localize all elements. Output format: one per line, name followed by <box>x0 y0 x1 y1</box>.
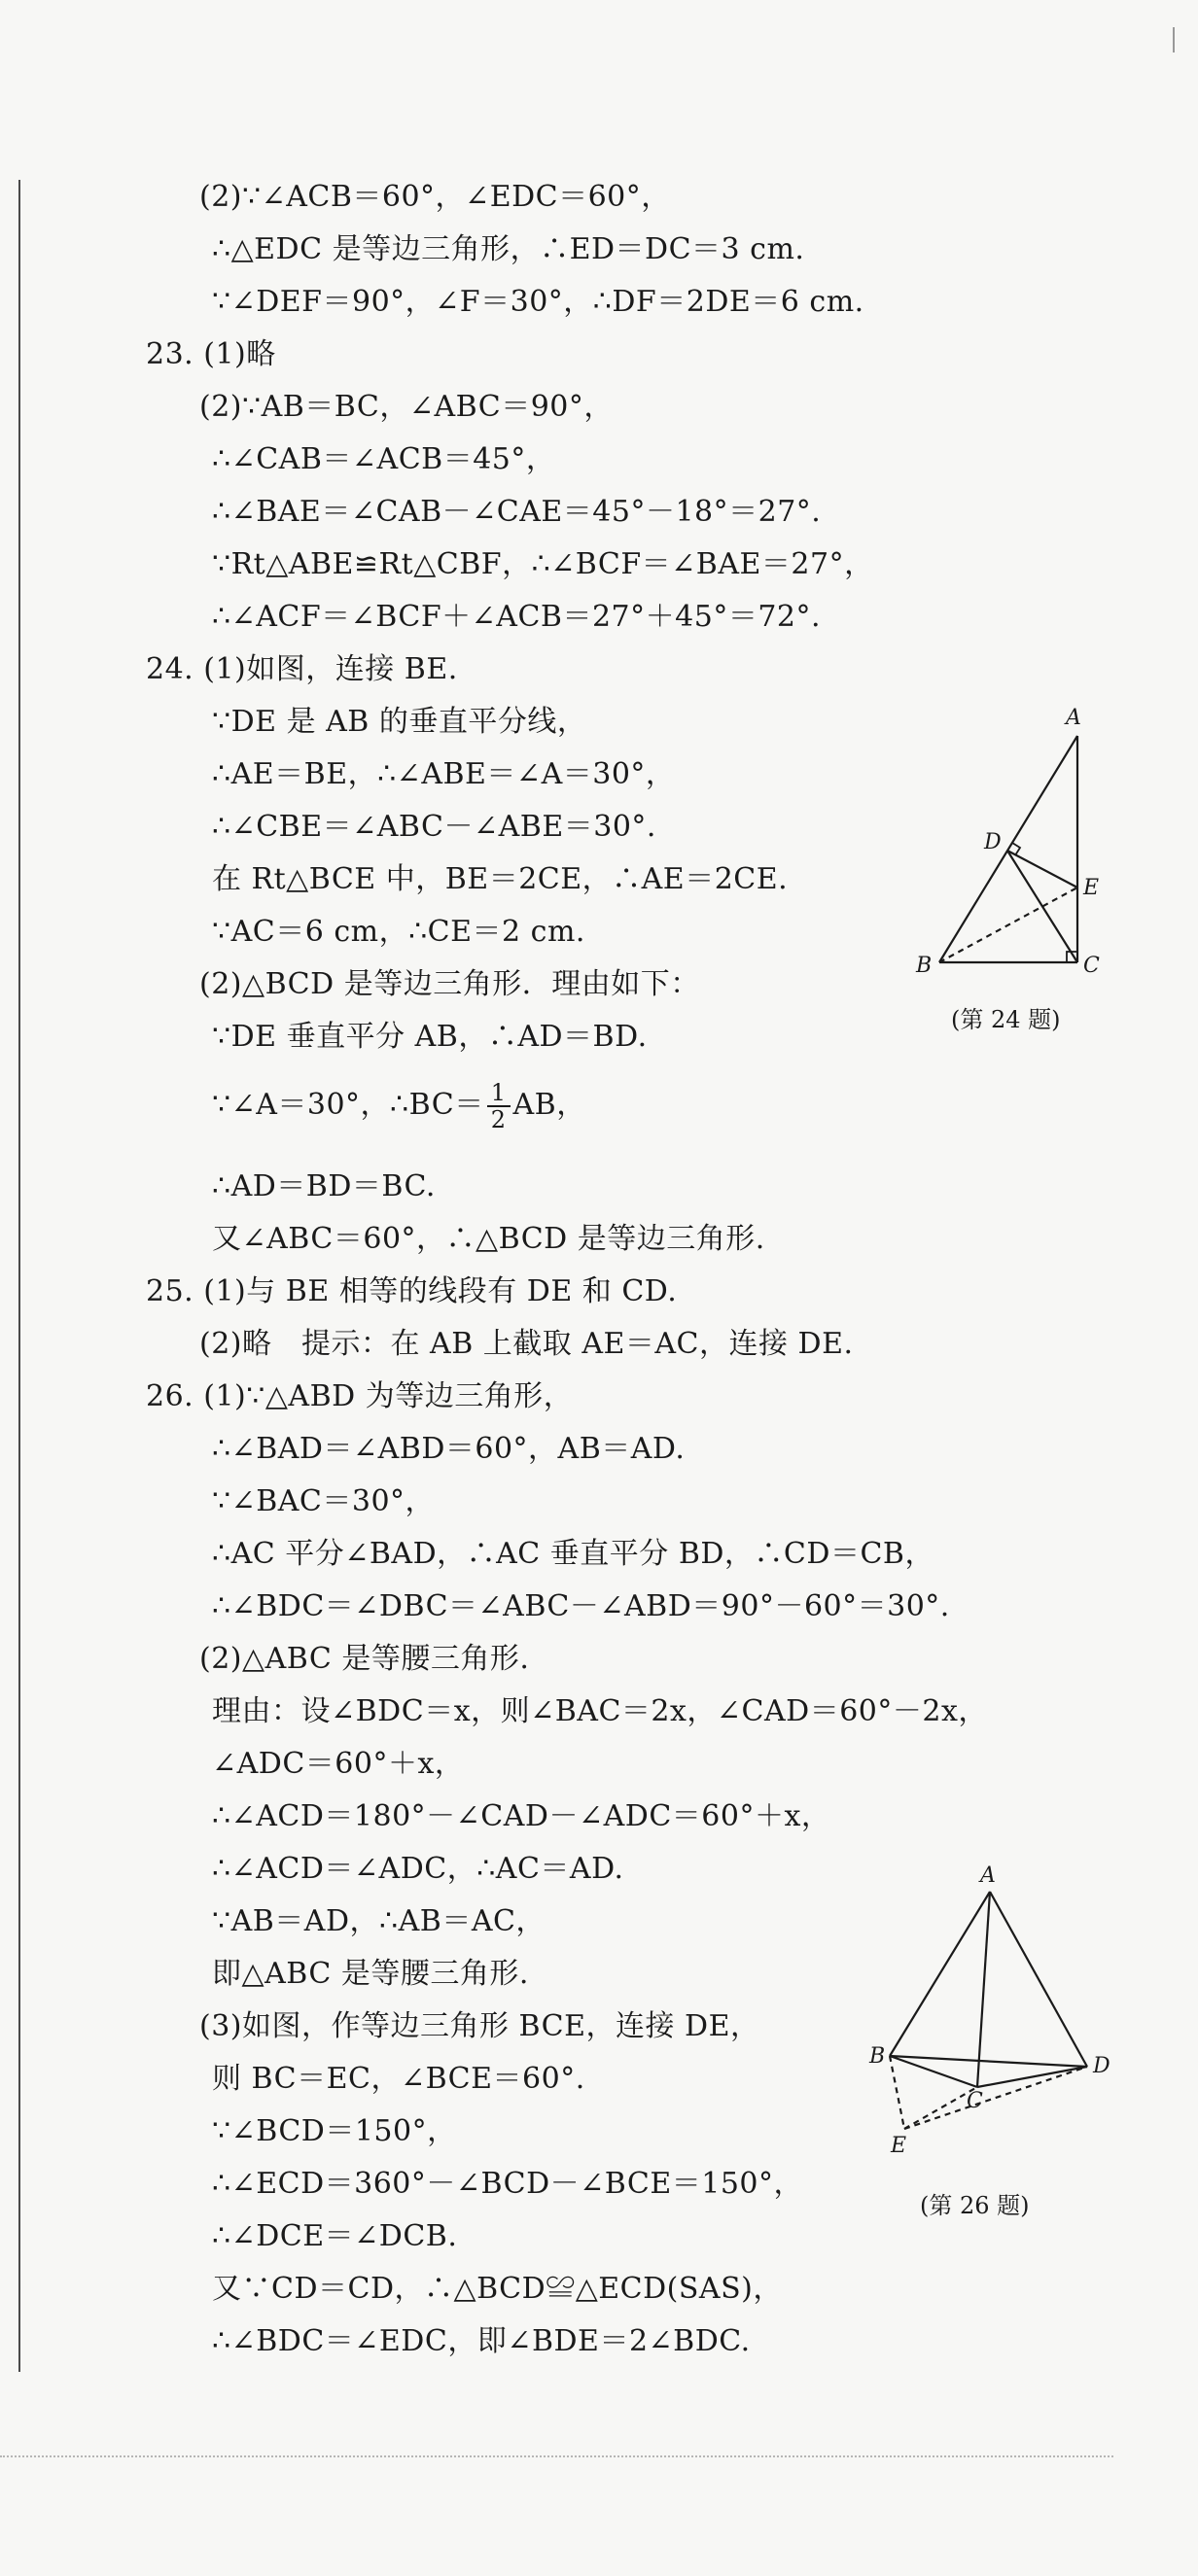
label-d: D <box>984 830 1002 854</box>
text-line: ∴∠BAE＝∠CAB－∠CAE＝45°－18°＝27°. <box>212 495 822 529</box>
text-line: 在 Rt△BCE 中，BE＝2CE，∴AE＝2CE. <box>212 862 789 896</box>
fraction-line <box>212 1079 586 1132</box>
text-line: ∴AE＝BE，∴∠ABE＝∠A＝30°， <box>212 757 676 791</box>
label-b: B <box>869 2044 886 2069</box>
figure-26-caption: (第 26 题) <box>920 2192 1030 2219</box>
text-line: ∵Rt△ABE≌Rt△CBF，∴∠BCF＝∠BAE＝27°， <box>212 547 874 581</box>
text-line: ∵∠BCD＝150°， <box>212 2114 457 2148</box>
segment-dc <box>1007 851 1077 962</box>
text-line: ∴AD＝BD＝BC. <box>212 1169 436 1203</box>
text-line: 即△ABC 是等腰三角形. <box>212 1957 529 1991</box>
fraction-numerator: 1 <box>487 1080 511 1107</box>
fraction-denominator: 2 <box>490 1106 507 1133</box>
text-line: ∴∠CAB＝∠ACB＝45°， <box>212 442 556 476</box>
text-line: ∵∠BAC＝30°， <box>212 1484 436 1518</box>
text-line: ∴∠ECD＝360°－∠BCD－∠BCE＝150°， <box>212 2167 803 2201</box>
segment-cd <box>977 2067 1087 2087</box>
figure-24-diagram <box>904 702 1128 984</box>
segment-bd <box>890 2056 1087 2067</box>
text-line: ∵AC＝6 cm，∴CE＝2 cm. <box>212 915 585 949</box>
figure-24-caption: (第 24 题) <box>951 1006 1061 1033</box>
text-line: ∵AB＝AD，∴AB＝AC， <box>212 1904 546 1938</box>
left-margin-rule <box>18 180 20 2372</box>
segment-ad <box>990 1892 1087 2067</box>
figure-26-diagram <box>856 1852 1138 2163</box>
text-line: (2)∵∠ACB＝60°，∠EDC＝60°， <box>199 180 671 214</box>
fraction-one-half <box>487 1080 511 1132</box>
label-e: E <box>891 2134 907 2158</box>
text-line: (3)如图，作等边三角形 BCE，连接 DE， <box>199 2009 760 2043</box>
text-line: 25. (1)与 BE 相等的线段有 DE 和 CD. <box>146 1274 678 1308</box>
label-a: A <box>1066 706 1081 730</box>
text-line: 则 BC＝EC，∠BCE＝60°. <box>212 2062 585 2096</box>
text-line: ∴∠BDC＝∠DBC＝∠ABC－∠ABD＝90°－60°＝30°. <box>212 1589 950 1623</box>
text-line: ∴∠BAD＝∠ABD＝60°，AB＝AD. <box>212 1432 686 1466</box>
text-line: (2)略 提示：在 AB 上截取 AE＝AC，连接 DE. <box>199 1327 854 1361</box>
segment-ac <box>977 1892 990 2087</box>
text-line: ∴AC 平分∠BAD，∴AC 垂直平分 BD，∴CD＝CB， <box>212 1537 934 1571</box>
segment-be-dashed <box>939 888 1077 962</box>
text-line: ∴∠ACF＝∠BCF＋∠ACB＝27°＋45°＝72°. <box>212 600 822 634</box>
text-line: ∴∠DCE＝∠DCB. <box>212 2219 458 2253</box>
page-corner-mark <box>1173 27 1175 52</box>
text-line: 理由：设∠BDC＝x，则∠BAC＝2x，∠CAD＝60°－2x， <box>212 1694 988 1728</box>
label-e: E <box>1083 876 1100 900</box>
fraction-line-before: ∵∠A＝30°，∴BC＝ <box>212 1088 484 1122</box>
label-a: A <box>980 1863 996 1888</box>
label-b: B <box>916 954 933 978</box>
text-line: (2)∵AB＝BC，∠ABC＝90°， <box>199 390 614 424</box>
text-line: ∴∠ACD＝180°－∠CAD－∠ADC＝60°＋x， <box>212 1799 831 1833</box>
text-line: ∴∠CBE＝∠ABC－∠ABE＝30°. <box>212 810 656 844</box>
text-line: ∴△EDC 是等边三角形，∴ED＝DC＝3 cm. <box>212 232 805 266</box>
segment-ed-dashed <box>904 2067 1087 2129</box>
text-line: ∵DE 是 AB 的垂直平分线， <box>212 705 587 739</box>
text-line: 23. (1)略 <box>146 337 276 371</box>
text-line: ∵DE 垂直平分 AB，∴AD＝BD. <box>212 1020 648 1054</box>
text-line: 又∠ABC＝60°，∴△BCD 是等边三角形. <box>212 1222 765 1256</box>
bottom-dotted-rule <box>0 2455 1113 2457</box>
label-c: C <box>967 2089 983 2113</box>
text-line: (2)△BCD 是等边三角形．理由如下： <box>199 967 700 1001</box>
segment-be-dashed <box>890 2056 904 2129</box>
label-d: D <box>1093 2054 1110 2078</box>
text-line: 26. (1)∵△ABD 为等边三角形， <box>146 1379 574 1413</box>
text-line: 又∵CD＝CD，∴△BCD≌△ECD(SAS)， <box>212 2272 783 2306</box>
label-c: C <box>1083 954 1100 978</box>
text-line: ∴∠ACD＝∠ADC，∴AC＝AD. <box>212 1852 624 1886</box>
fraction-line-after: AB， <box>512 1088 586 1122</box>
text-line: ∵∠DEF＝90°，∠F＝30°，∴DF＝2DE＝6 cm. <box>212 285 864 319</box>
text-line: 24. (1)如图，连接 BE. <box>146 652 458 686</box>
text-line: ∠ADC＝60°＋x， <box>212 1747 465 1781</box>
segment-ab <box>890 1892 990 2056</box>
text-line: ∴∠BDC＝∠EDC，即∠BDE＝2∠BDC. <box>212 2324 751 2358</box>
text-line: (2)△ABC 是等腰三角形. <box>199 1642 530 1676</box>
